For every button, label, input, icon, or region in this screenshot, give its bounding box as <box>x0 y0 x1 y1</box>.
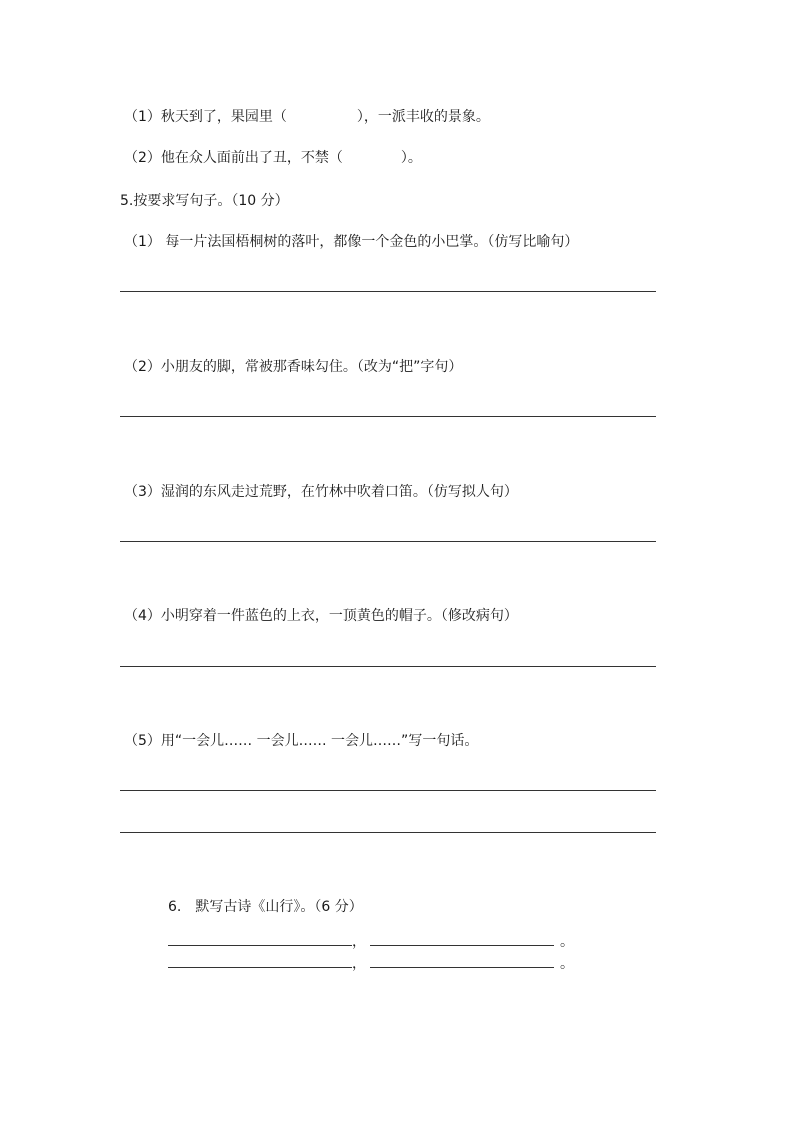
section-6-heading: 6. 默写古诗《山行》。（6 分） <box>168 899 363 915</box>
answer-line-4[interactable] <box>120 666 656 667</box>
section-5-question-1: （1） 每一片法国梧桐树的落叶，都像一个金色的小巴掌。（仿写比喻句） <box>124 234 579 250</box>
fill-in-item-1-text-after: ），一派丰收的景象。 <box>356 109 490 125</box>
poem-line-2 <box>168 955 574 973</box>
poem-period-2: 。 <box>560 956 574 972</box>
fill-in-item-2-text-before: （2）他在众人面前出了丑，不禁（ <box>124 150 343 166</box>
poem-comma-2: ， <box>352 956 366 972</box>
section-5-question-2: （2）小朋友的脚，常被那香味勾住。（改为“把”字句） <box>124 359 463 375</box>
section-5-question-3: （3）湿润的东风走过荒野，在竹林中吹着口笛。（仿写拟人句） <box>124 484 518 500</box>
section-5-question-4: （4）小明穿着一件蓝色的上衣，一顶黄色的帽子。（修改病句） <box>124 608 518 624</box>
poem-period-1: 。 <box>560 934 574 950</box>
section-5-heading: 5.按要求写句子。（10 分） <box>120 193 289 209</box>
answer-line-1[interactable] <box>120 291 656 292</box>
poem-blank-1[interactable] <box>168 935 352 946</box>
poem-blank-3[interactable] <box>168 957 352 968</box>
fill-in-item-2 <box>124 149 422 167</box>
answer-line-2[interactable] <box>120 416 656 417</box>
fill-in-item-1 <box>124 108 490 126</box>
answer-line-5a[interactable] <box>120 790 656 791</box>
poem-blank-4[interactable] <box>370 957 554 968</box>
answer-line-5b[interactable] <box>120 832 656 833</box>
poem-blank-2[interactable] <box>370 935 554 946</box>
answer-line-3[interactable] <box>120 541 656 542</box>
fill-in-item-2-text-after: ）。 <box>400 150 422 166</box>
poem-comma-1: ， <box>352 934 366 950</box>
section-5-question-5: （5）用“一会儿…… 一会儿…… 一会儿……”写一句话。 <box>124 733 479 749</box>
poem-line-1 <box>168 933 574 951</box>
fill-in-item-1-text-before: （1）秋天到了，果园里（ <box>124 109 287 125</box>
